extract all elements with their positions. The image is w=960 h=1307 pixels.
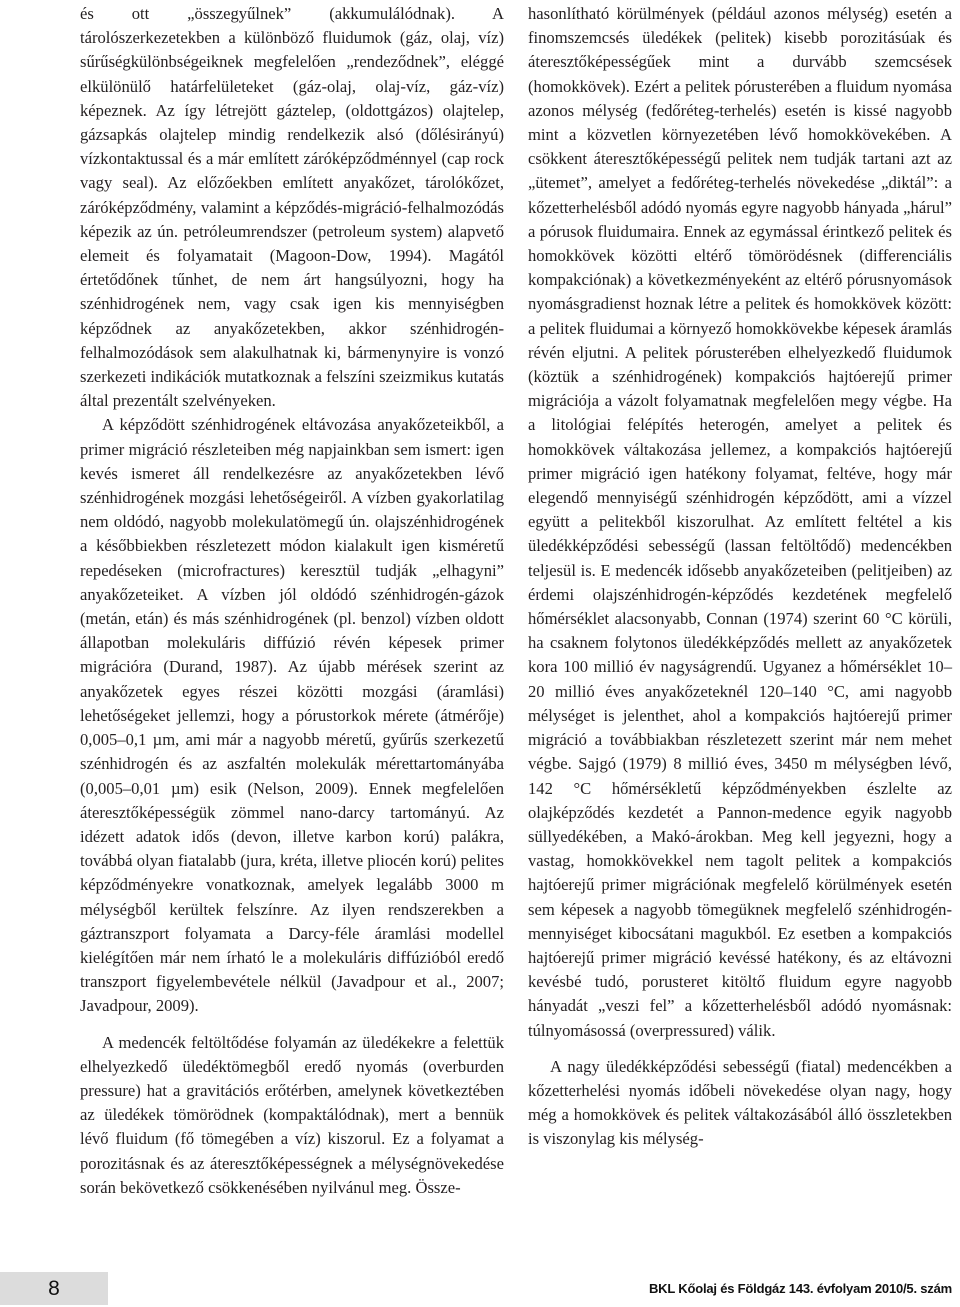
paragraph: A medencék feltöltődése folyamán az üledékekre a felettük elhelyezkedő üledéktömegből eredő nyomás (overburden pressure) hat a gravitációs erőtérben, amelynek következtében az üledékek tömörödnek (kompaktálódnak), mert a bennük lévő fluidum (fő tömegében a víz) kiszorul. Ez a folyamat a porozitásnak és az áteresztőképességnek a mélységnövekedése során bekövetkező csökkenésében nyilvánul meg. Össze- — [80, 1032, 504, 1197]
paragraph: A nagy üledékképződési sebességű (fiatal) medencékben a kőzetterhelési nyomás időbeli növekedése olyan nagy, hogy még a homokkövek és pelitek váltakozásából álló összletekben is viszonylag kis mélység- — [528, 1056, 952, 1149]
left-text-column — [80, 2, 504, 1200]
right-text-column — [528, 2, 952, 1152]
paragraph: hasonlítható körülmények (például azonos mélység) esetén a finomszemcsés üledékek (pelitek) kisebb porozitásúak és áteresztőképességűek mint a durvább szemcsések (homokkövek). Ezért a pelitek pórusterében a fluidum nyomása azonos mélység (fedőréteg-terhelés) esetén is kissé nagyobb mint a közvetlen környezetében lévő homokkövekében. A csökkent áteresztőképességű pelitek nem tudják tartani azt az „ütemet”, amelyet a fedőréteg-terhelés növekedése „diktál”: a kőzetterhelésből adódó nyomás egyre nagyobb hányada „hárul” a pórusok fluidumaira. Ennek az egymással érintkező pelitek és homokkövek közötti eltérő tömörödésnek (differenciális kompakciónak) a következményeként az eltérő pórusnyomások nyomásgradienst hoznak létre a pelitek és homokkövek között: a pelitek fluidumai a környező homokkövekbe képesek áramlás révén eljutni. A pelitek pórusterében elhelyezkedő fluidumok (köztük a szénhidrogének) kompakciós hajtóerejű primer migrációja a vázolt folyamatnak megfelelően megy végbe. Ha a litológiai felépítés heterogén, amelyet a pelitek és homokkövek váltakozása jellemez, a kompakciós hajtóerejű primer migráció igen hatékony folyamat, feltéve, hogy már elegendő mennyiségű szénhidrogén képződött, ami a vízzel együtt a pelitekből kiszorulhat. Az említett feltétel a kis üledékképződési sebességű (lassan feltöltődő) medencékben teljesül is. E medencék idősebb anyakőzeteiben (pelitjeiben) az érdemi olajszénhidrogén-képződés kezdetének megfelelő hőmérséklet alacsonyabb, Connan (1974) szerint 60 °C körüli, ha csaknem folytonos üledékképződés mellett az anyakőzetek kora 100 millió év nagyságrendű. Ugyanez a hőmérséklet 10–20 millió éves anyakőzeteknél 120–140 °C, ami nagyobb mélységet is jelenthet, ahol a kompakciós hajtóerejű primer migráció a továbbiakban részletezett szerint már nem mehet végbe. Sajgó (1979) 8 millió éves, 3450 m mélységben lévő, 142 °C hőmérsékletű képződményekben észlelte az olajképződés kezdetét a Pannon-medence egyik nagyobb süllyedékében, a Makó-árokban. Meg kell jegyezni, hogy a vastag, homokkövekkel nem tagolt pelitek a kompakciós hajtóerejű primer migrációnak megfelelő körülmények esetén sem képesek a nagyobb tömegüknek megfelelő szénhidrogén-mennyiséget kibocsátani magukból. Ez esetben a kompakciós hajtóerejű primer migráció kevéssé hatékony, és az eltávozni kevésbé tudó, porusteret kitöltő fluidum egyre nagyobb hányadát „veszi fel” a kőzetterhelésből adódó nyomásnak: túlnyomásossá (overpressured) válik. — [528, 4, 952, 1040]
journal-footer: BKL Kőolaj és Földgáz 143. évfolyam 2010/5. szám — [648, 1281, 952, 1296]
page-number-tab — [0, 1272, 108, 1305]
paragraph: A képződött szénhidrogének eltávozása anyakőzeteikből, a primer migráció részleteiben még napjainkban sem ismert: igen kevés ismeret áll rendelkezésre az anyakőzetekben lévő szénhidrogének mozgási lehetőségeiről. A vízben gyakorlatilag nem oldódó, nagyobb molekulatömegű ún. olajszénhidrogének a későbbiekben részletezett módon kialakult igen kisméretű repedéseken (microfractures) keresztül tudják „elhagyni” anyakőzeteiket. A vízben jól oldódó szénhidrogén-gázok (metán, etán) és más szénhidrogének (pl. benzol) vízben oldott állapotban molekuláris diffúzió révén képesek primer migrációra (Durand, 1987). Az újabb mérések szerint az anyakőzetek egyes részei közötti mozgási (áramlási) lehetőségeket jellemzi, hogy a pórustorkok mérete (átmérője) 0,005–0,1 µm, ami már a nagyobb méretű, gyűrűs szerkezetű szénhidrogén és az aszfaltén molekulák mérettartományába (0,005–0,01 µm) esik (Nelson, 2009). Ennek megfelelően áteresztőképességük zömmel nano-darcy tartományú. Az idézett adatok idős (devon, illetve karbon korú) palákra, továbbá olyan fiatalabb (jura, kréta, illetve pliocén korú) pelites képződményekre vonatkoznak, amelyek legalább 3000 m mélységből kerültek felszínre. Az ilyen rendszerekben a gáztranszport folyamata a Darcy-féle áramlási modellel kielégítően már nem írható le a molekuláris diffúzióból eredő transzport figyelembevétele nélkül (Javadpour et al., 2007; Javadpour, 2009). — [80, 415, 504, 1016]
page-number: 8 — [48, 1276, 60, 1300]
paragraph: és ott „összegyűlnek” (akkumulálódnak). A tárolószerkezetekben a különböző fluidumok (gáz, olaj, víz) sűrűségkülönbségeiknek megfelelően „rendeződnek”, eléggé elkülönülő határfelületeket (gáz-olaj, olaj-víz, gáz-víz) képeznek. Az így létrejött gáztelep, (oldottgázos) olajtelep, gázsapkás olajtelep mindig rendelkezik alsó (dőlésirányú) vízkontaktussal és a már említett záróképződménnyel (cap rock vagy seal). Az előzőekben említett anyakőzet, tárolókőzet, záróképződmény, valamint a képződés-migráció-felhalmozódás képezik az ún. petróleumrendszer (petroleum system) alapvető elemeit és folyamatait (Magoon-Dow, 1994). Magától értetődőnek tűnhet, de nem árt hangsúlyozni, hogy ha szénhidrogének nem, vagy csak igen kis mennyiségben képződnek az anyakőzetekben, akkor szénhidrogén-felhalmozódások sem alakulhatnak ki, bármenynyire is vonzó szerkezeti indikációk mutatkoznak a felszíni szeizmikus kutatás által prezentált szelvényeken. — [80, 4, 504, 411]
